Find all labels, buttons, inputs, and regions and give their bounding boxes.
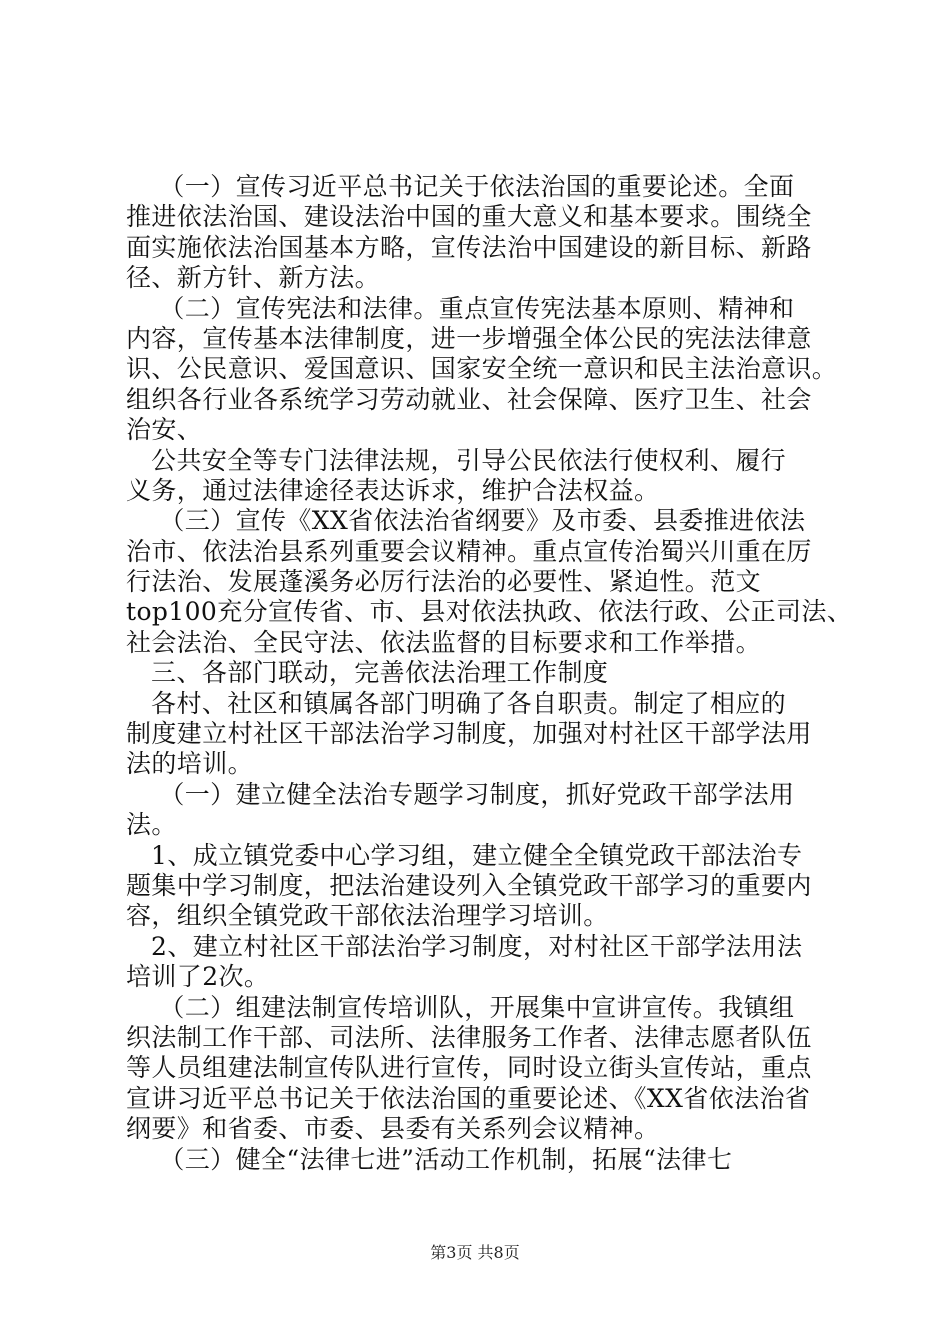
- document-line: 三、各部门联动，完善依法治理工作制度: [126, 658, 609, 688]
- document-line: 推进依法治国、建设法治中国的重大意义和基本要求。围绕全: [126, 202, 812, 232]
- document-line: 公共安全等专门法律法规，引导公民依法行使权利、履行: [126, 445, 787, 475]
- document-line: 1、成立镇党委中心学习组，建立健全全镇党政干部法治专: [126, 840, 803, 870]
- document-line: （三）宣传《XX省依法治省纲要》及市委、县委推进依法: [126, 506, 806, 536]
- document-line: 题集中学习制度，把法治建设列入全镇党政干部学习的重要内: [126, 870, 812, 900]
- document-line: （一）宣传习近平总书记关于依法治国的重要论述。全面: [126, 172, 795, 201]
- document-line: 等人员组建法制宣传队进行宣传，同时设立街头宣传站，重点: [126, 1053, 812, 1083]
- document-line: 织法制工作干部、司法所、法律服务工作者、法律志愿者队伍: [126, 1022, 812, 1052]
- document-line: 组织各行业各系统学习劳动就业、社会保障、医疗卫生、社会: [126, 384, 812, 414]
- document-line: 治安、: [126, 415, 203, 445]
- document-line: 行法治、发展蓬溪务必厉行法治的必要性、紧迫性。范文: [126, 567, 762, 597]
- document-line: 2、建立村社区干部法治学习制度，对村社区干部学法用法: [126, 931, 803, 961]
- document-line: 面实施依法治国基本方略，宣传法治中国建设的新目标、新路: [126, 232, 812, 262]
- document-line: 制度建立村社区干部法治学习制度，加强对村社区干部学法用: [126, 719, 812, 749]
- document-line: top100充分宣传省、市、县对依法执政、依法行政、公正司法、: [126, 597, 853, 627]
- document-line: 社会法治、全民守法、依法监督的目标要求和工作举措。: [126, 627, 762, 657]
- document-line: （二）组建法制宣传培训队，开展集中宣讲宣传。我镇组: [126, 992, 795, 1022]
- document-line: 法的培训。: [126, 749, 254, 779]
- document-line: （一）建立健全法治专题学习制度，抓好党政干部学法用: [126, 779, 795, 809]
- document-line: 径、新方针、新方法。: [126, 263, 381, 293]
- document-line: （二）宣传宪法和法律。重点宣传宪法基本原则、精神和: [126, 293, 795, 323]
- document-line: 容，组织全镇党政干部依法治理学习培训。: [126, 901, 609, 931]
- document-line: 纲要》和省委、市委、县委有关系列会议精神。: [126, 1114, 660, 1144]
- document-line: 义务，通过法律途径表达诉求，维护合法权益。: [126, 475, 660, 505]
- document-body: [126, 172, 853, 1175]
- document-line: 宣讲习近平总书记关于依法治国的重要论述、《XX省依法治省: [126, 1083, 811, 1113]
- document-line: 各村、社区和镇属各部门明确了各自职责。制定了相应的: [126, 688, 787, 718]
- page-footer: 第3页 共8页: [430, 1243, 520, 1262]
- document-line: 法。: [126, 810, 177, 840]
- document-line: 识、公民意识、爱国意识、国家安全统一意识和民主法治意识。: [126, 354, 838, 384]
- document-line: 治市、依法治县系列重要会议精神。重点宣传治蜀兴川重在厉: [126, 536, 812, 566]
- document-line: 内容，宣传基本法律制度，进一步增强全体公民的宪法法律意: [126, 323, 812, 353]
- document-line: 培训了2次。: [126, 962, 270, 992]
- document-line: （三）健全“法律七进”活动工作机制，拓展“法律七: [126, 1144, 733, 1174]
